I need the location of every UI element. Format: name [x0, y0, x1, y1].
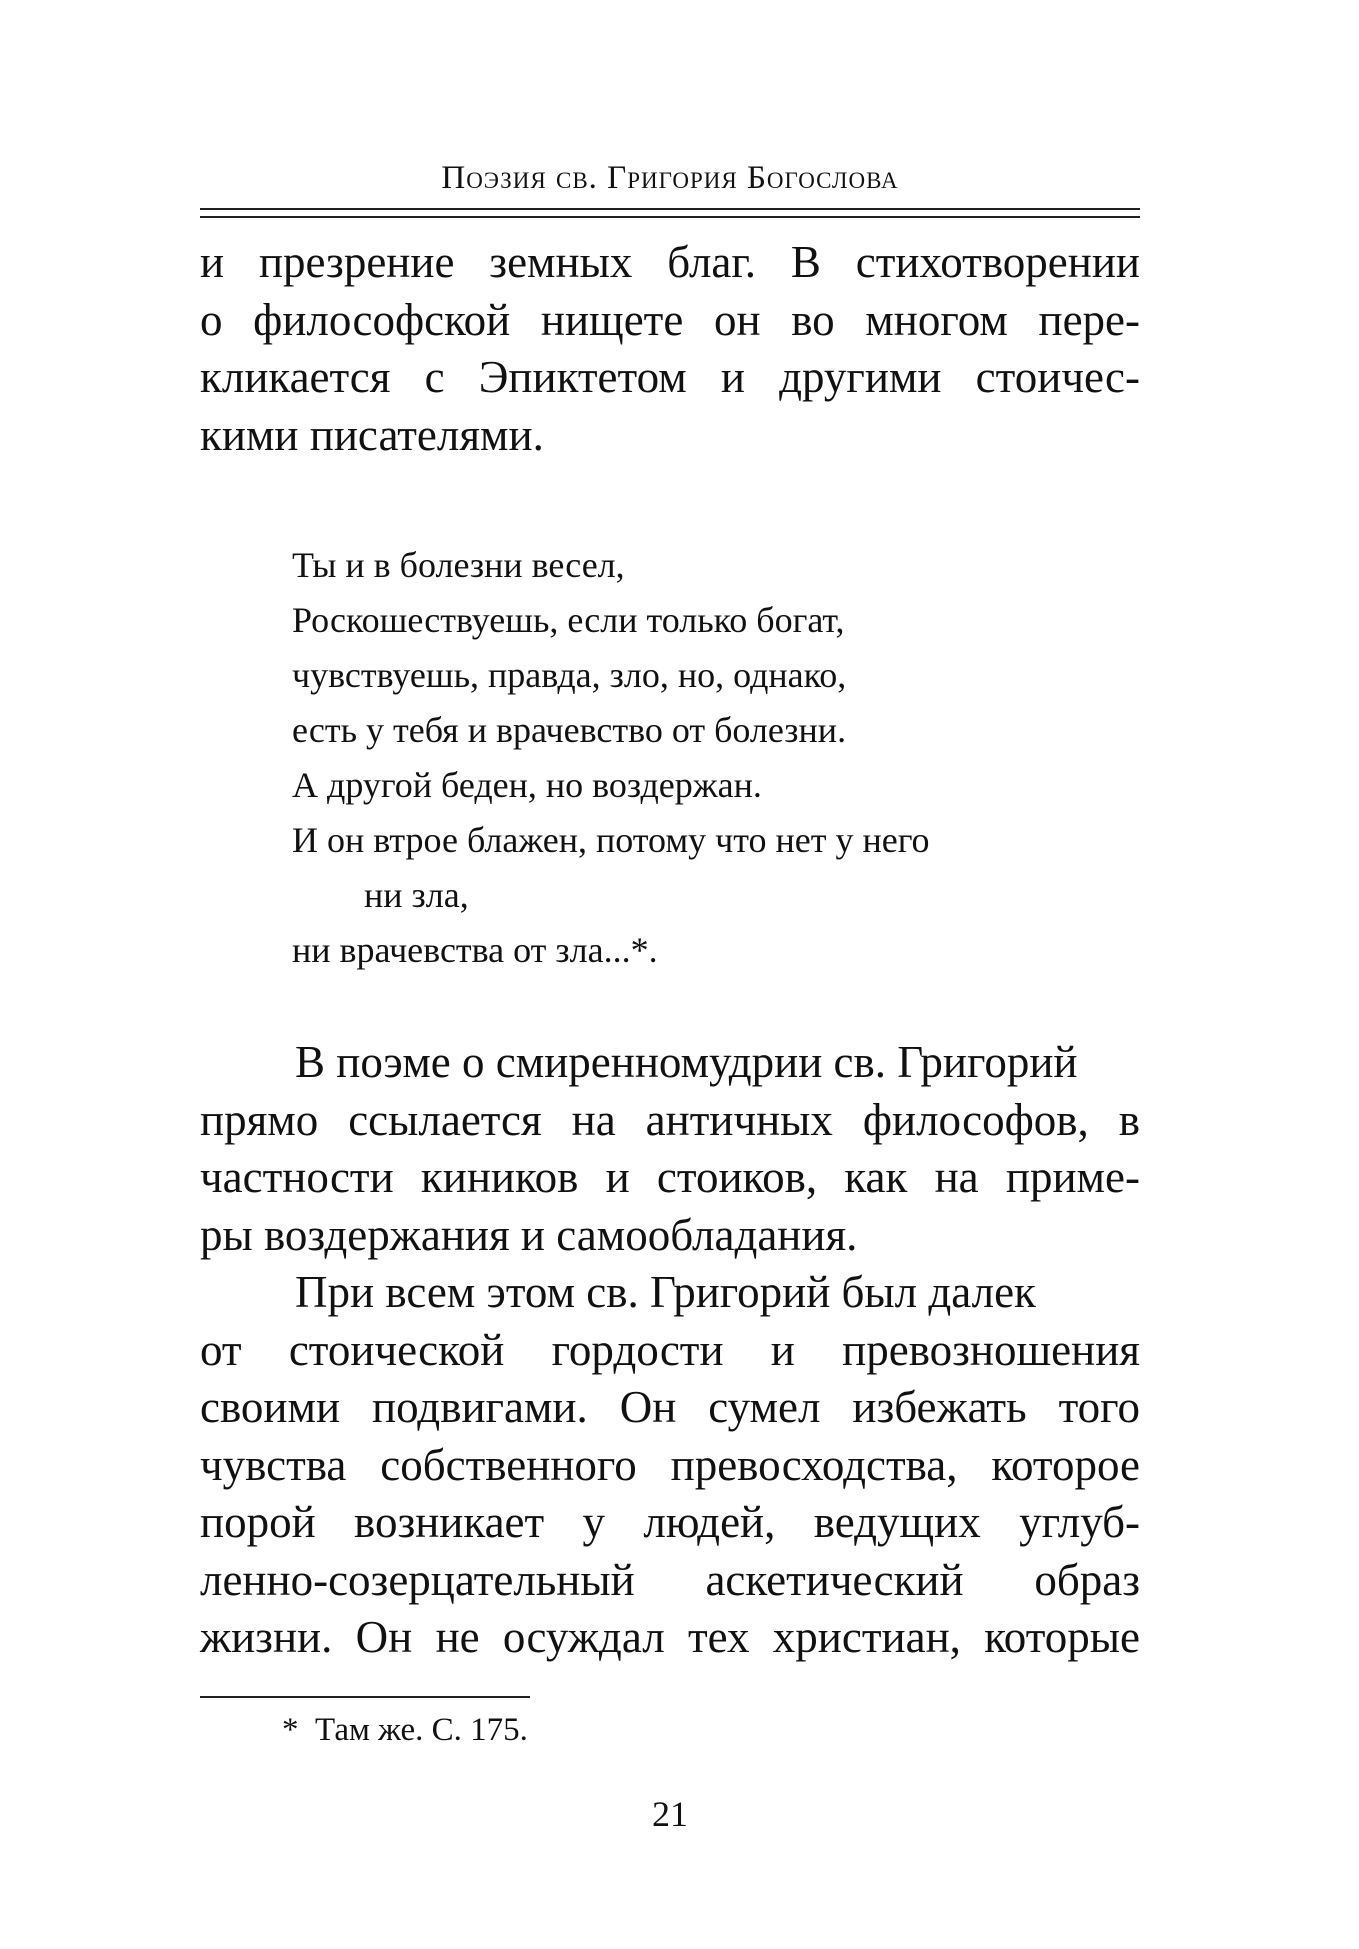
verse-line: Роскошествуешь, если только богат, [292, 600, 845, 640]
verse-line: ни врачевства от зла...*. [292, 930, 658, 970]
page-number: 21 [652, 1794, 688, 1834]
footnote-rule [200, 1696, 530, 1698]
text-line: При всем этом св. Григорий был далек [295, 1267, 1036, 1317]
verse-line: И он втрое блажен, потому что нет у него [292, 820, 930, 860]
paragraph-1 [200, 234, 1140, 464]
text-line: жизни. Он не осуждал тех христиан, которые [200, 1612, 1140, 1662]
text-line: частности киников и стоиков, как на приме- [200, 1152, 1140, 1202]
text-line: ленно-созерцательный аскетический образ [200, 1554, 1140, 1605]
verse-line: А другой беден, но воздержан. [292, 765, 762, 805]
text-line: ры воздержания и самообладания. [200, 1209, 858, 1260]
footnote [282, 1710, 528, 1750]
text-line: порой возникает у людей, ведущих углуб- [200, 1497, 1140, 1547]
footnote-text: Там же. С. 175. [315, 1712, 528, 1748]
footnote-mark: * [282, 1712, 299, 1748]
header-rule-upper [200, 208, 1140, 210]
text-line: кими писателями. [200, 409, 544, 460]
text-line: чувства собственного превосходства, которое [200, 1439, 1140, 1490]
verse-line: Ты и в болезни весел, [292, 545, 625, 585]
poem-quote [292, 538, 1092, 978]
verse-line: есть у тебя и врачевство от болезни. [292, 710, 847, 750]
verse-line: ни зла, [364, 875, 469, 915]
paragraph-2 [200, 1034, 1140, 1264]
text-line: В поэме о смиренномудрии св. Григорий [295, 1037, 1078, 1087]
text-line: прямо ссылается на античных философов, в [200, 1094, 1140, 1145]
text-line: и презрение земных благ. В стихотворении [200, 237, 1140, 287]
text-line: своими подвигами. Он сумел избежать того [200, 1382, 1140, 1432]
text-line: о философской нищете он во многом пере- [200, 294, 1140, 345]
running-title: Поэзия св. Григория Богослова [441, 160, 899, 196]
verse-line: чувствуешь, правда, зло, но, однако, [292, 655, 847, 695]
header-rule-lower [200, 216, 1140, 218]
paragraph-3 [200, 1264, 1140, 1667]
text-line: кликается с Эпиктетом и другими стоичес- [200, 352, 1140, 402]
text-line: от стоической гордости и превозношения [200, 1324, 1140, 1375]
